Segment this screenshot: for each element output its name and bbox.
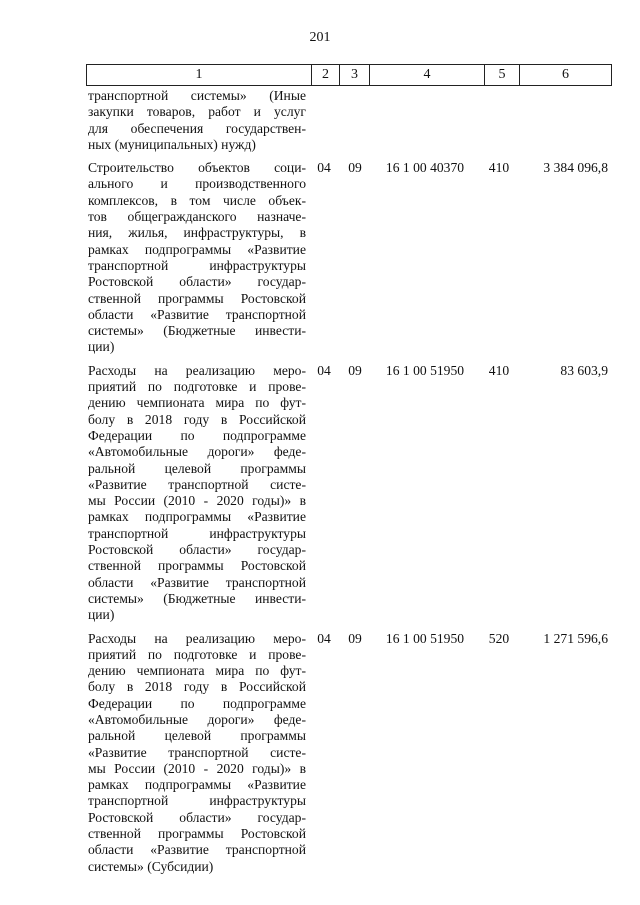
- description-line: ственной программы Ростовской: [88, 290, 306, 306]
- description-line: области «Развитие транспортной: [88, 842, 306, 858]
- description-line: транспортной инфраструктуры: [88, 793, 306, 809]
- header-col-2: 2: [312, 65, 340, 86]
- description-line: ственной программы Ростовской: [88, 558, 306, 574]
- amount: [516, 88, 608, 153]
- description-line: транспортной системы» (Иные: [88, 88, 306, 103]
- target-article-code: 16 1 00 51950: [385, 362, 465, 378]
- section-code: 04: [317, 160, 331, 176]
- description-line: Расходы на реализацию меро-: [88, 362, 306, 378]
- description-line: для обеспечения государствен-: [88, 120, 306, 136]
- row-description: [88, 88, 306, 153]
- description-line: ции): [88, 607, 115, 623]
- description-line: Строительство объектов соци-: [88, 160, 306, 176]
- row-description: [88, 160, 306, 356]
- table-body: [88, 88, 608, 875]
- description-line: приятий по подготовке и прове-: [88, 646, 306, 662]
- description-line: ции): [88, 339, 115, 355]
- amount: 83 603,9: [560, 362, 608, 378]
- section-code: [306, 88, 342, 153]
- description-line: дению чемпионата мира по фут-: [88, 395, 306, 411]
- page-number: 201: [309, 30, 331, 45]
- description-line: Расходы на реализацию меро-: [88, 630, 306, 646]
- description-line: Ростовской области» государ-: [88, 542, 306, 558]
- description-line: закупки товаров, работ и услуг: [88, 104, 306, 120]
- table-row: [88, 631, 608, 875]
- description-line: комплексов, в том числе объек-: [88, 192, 306, 208]
- description-line: системы» (Бюджетные инвести-: [88, 590, 306, 606]
- description-line: болу в 2018 году в Российской: [88, 679, 306, 695]
- header-col-6: 6: [520, 65, 612, 86]
- header-col-5: 5: [485, 65, 520, 86]
- description-line: области «Развитие транспортной: [88, 306, 306, 322]
- description-line: транспортной инфраструктуры: [88, 525, 306, 541]
- table-row: [88, 160, 608, 356]
- subsection-code: 09: [348, 160, 362, 176]
- table-row: [88, 88, 608, 153]
- expense-type-code: 410: [488, 160, 510, 176]
- amount: 1 271 596,6: [543, 630, 608, 646]
- amount: 3 384 096,8: [543, 160, 608, 176]
- description-line: ральной целевой программы: [88, 460, 306, 476]
- section-code: 04: [317, 630, 331, 646]
- description-line: «Автомобильные дороги» феде-: [88, 711, 306, 727]
- description-line: дению чемпионата мира по фут-: [88, 663, 306, 679]
- subsection-code: [342, 88, 368, 153]
- row-description: [88, 363, 306, 624]
- expense-type-code: 520: [488, 630, 510, 646]
- table-header: [86, 64, 612, 86]
- description-line: ния, жилья, инфраструктуры, в: [88, 225, 306, 241]
- description-line: ральной целевой программы: [88, 728, 306, 744]
- description-line: системы» (Субсидии): [88, 858, 214, 874]
- row-description: [88, 631, 306, 875]
- description-line: «Автомобильные дороги» феде-: [88, 444, 306, 460]
- header-col-1: 1: [87, 65, 312, 86]
- description-line: рамках подпрограммы «Развитие: [88, 509, 306, 525]
- description-line: рамках подпрограммы «Развитие: [88, 777, 306, 793]
- description-line: «Развитие транспортной систе-: [88, 744, 306, 760]
- description-line: ального и производственного: [88, 176, 306, 192]
- description-line: ственной программы Ростовской: [88, 826, 306, 842]
- subsection-code: 09: [348, 630, 362, 646]
- expense-type-code: [482, 88, 516, 153]
- target-article-code: [368, 88, 482, 153]
- description-line: Федерации по подпрограмме: [88, 427, 306, 443]
- description-line: приятий по подготовке и прове-: [88, 379, 306, 395]
- target-article-code: 16 1 00 51950: [385, 630, 465, 646]
- description-line: мы России (2010 - 2020 годы)» в: [88, 493, 306, 509]
- expense-type-code: 410: [488, 362, 510, 378]
- description-line: тов общегражданского назначе-: [88, 209, 306, 225]
- header-col-3: 3: [340, 65, 370, 86]
- description-line: области «Развитие транспортной: [88, 574, 306, 590]
- target-article-code: 16 1 00 40370: [385, 160, 465, 176]
- description-line: Ростовской области» государ-: [88, 274, 306, 290]
- description-line: болу в 2018 году в Российской: [88, 411, 306, 427]
- description-line: Федерации по подпрограмме: [88, 695, 306, 711]
- description-line: ных (муниципальных) нужд): [88, 136, 256, 152]
- description-line: мы России (2010 - 2020 годы)» в: [88, 760, 306, 776]
- description-line: рамках подпрограммы «Развитие: [88, 241, 306, 257]
- description-line: «Развитие транспортной систе-: [88, 476, 306, 492]
- description-line: системы» (Бюджетные инвести-: [88, 323, 306, 339]
- section-code: 04: [317, 362, 331, 378]
- header-col-4: 4: [370, 65, 485, 86]
- subsection-code: 09: [348, 362, 362, 378]
- table-row: [88, 363, 608, 624]
- description-line: транспортной инфраструктуры: [88, 257, 306, 273]
- description-line: Ростовской области» государ-: [88, 809, 306, 825]
